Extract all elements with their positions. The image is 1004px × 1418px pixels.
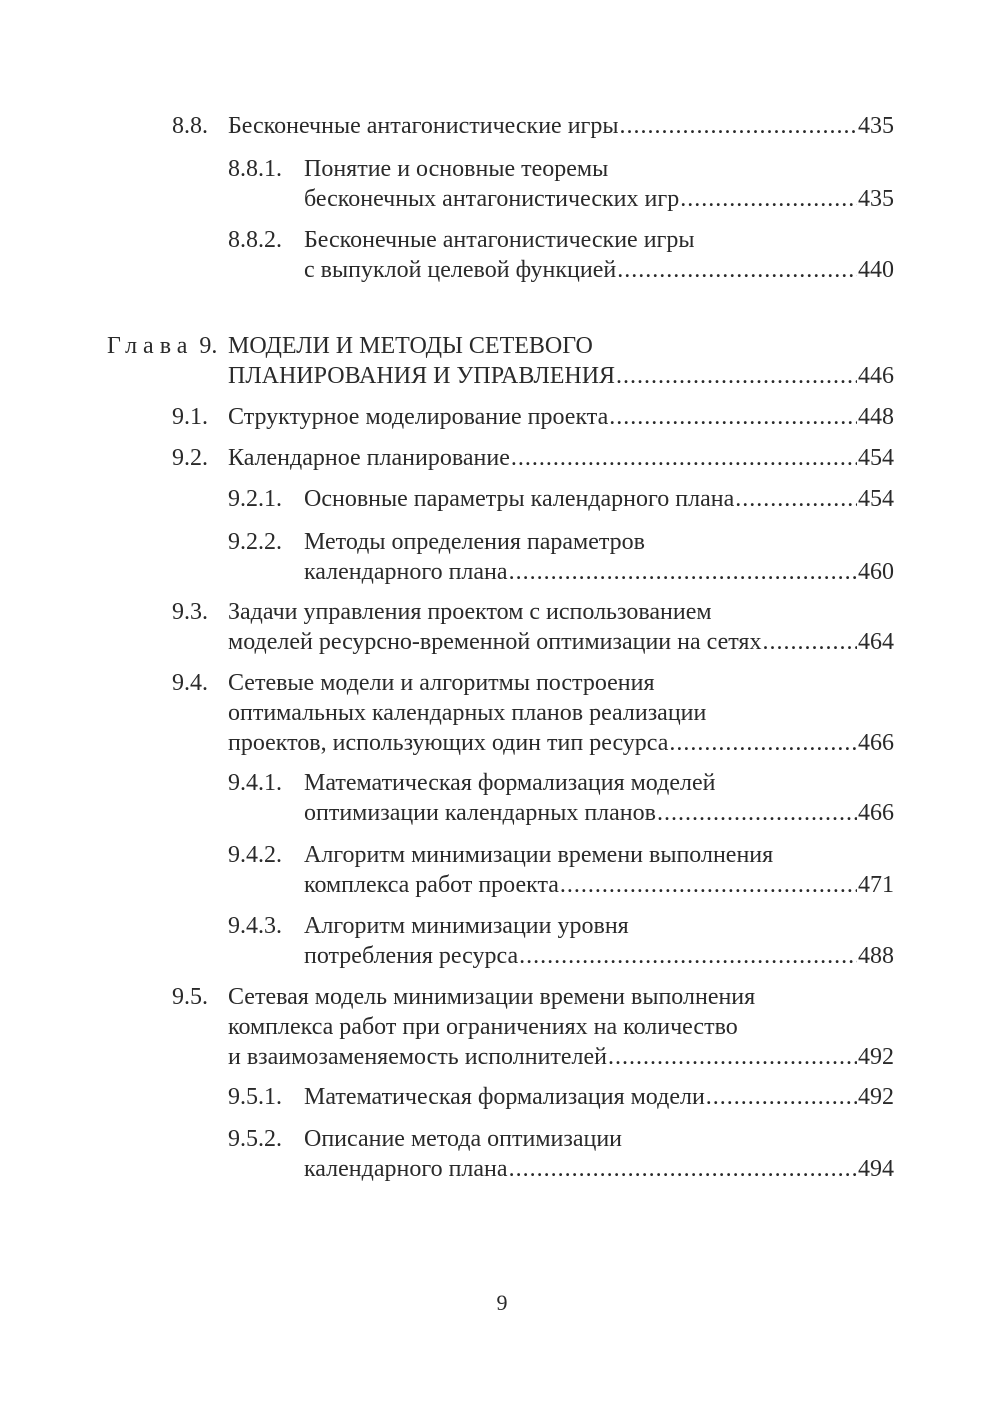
toc-title-line: оптимизации календарных планов [304, 800, 656, 826]
toc-page-number: 435 [858, 113, 894, 139]
toc-leader-dots [706, 1082, 857, 1112]
toc-title-line: ПЛАНИРОВАНИЯ И УПРАВЛЕНИЯ [228, 363, 616, 389]
toc-number: 9.3. [172, 599, 208, 625]
chapter-word: Глава [107, 333, 194, 359]
toc-page-number: 446 [858, 363, 894, 389]
toc-page-number: 454 [858, 486, 894, 512]
toc-leader-dots [519, 941, 857, 971]
toc-title-line: Основные параметры календарного плана [304, 486, 735, 512]
toc-page-number: 494 [858, 1156, 894, 1182]
toc-title-line: Алгоритм минимизации времени выполнения [304, 842, 774, 868]
chapter-num: 9. [199, 333, 218, 359]
toc-page-number: 466 [858, 730, 894, 756]
toc-page-number: 488 [858, 943, 894, 969]
toc-leader-dots [609, 402, 857, 432]
toc-number: 9.2. [172, 445, 208, 471]
toc-number: 9.2.2. [228, 529, 282, 555]
toc-number: 9.4.1. [228, 770, 282, 796]
toc-page-number: 492 [858, 1084, 894, 1110]
toc-number: 9.4.2. [228, 842, 282, 868]
toc-title-line: Бесконечные антагонистические игры [228, 113, 619, 139]
toc-title-line: МОДЕЛИ И МЕТОДЫ СЕТЕВОГО [228, 333, 593, 359]
toc-leader-dots [509, 1154, 857, 1184]
toc-title-line: оптимальных календарных планов реализации [228, 700, 707, 726]
toc-title-line: Бесконечные антагонистические игры [304, 227, 695, 253]
toc-title-line: Сетевая модель минимизации времени выполнения [228, 984, 756, 1010]
toc-title-line: с выпуклой целевой функцией [304, 257, 617, 283]
toc-leader-dots [620, 111, 857, 141]
toc-number: 9.5.2. [228, 1126, 282, 1152]
toc-title-line: Математическая формализация моделей [304, 770, 716, 796]
toc-leader-dots [735, 484, 857, 514]
toc-page-number: 440 [858, 257, 894, 283]
toc-number: 9.5. [172, 984, 208, 1010]
toc-leader-dots [511, 443, 857, 473]
toc-number: 8.8.2. [228, 227, 282, 253]
toc-leader-dots [657, 798, 857, 828]
toc-number: 8.8.1. [228, 156, 282, 182]
toc-leader-dots [617, 255, 857, 285]
toc-page-number: 471 [858, 872, 894, 898]
toc-title-line: Сетевые модели и алгоритмы построения [228, 670, 655, 696]
toc-title-line: комплекса работ проекта [304, 872, 559, 898]
toc-title-line: Структурное моделирование проекта [228, 404, 609, 430]
toc-title-line: проектов, использующих один тип ресурса [228, 730, 669, 756]
toc-number: 9.5.1. [228, 1084, 282, 1110]
toc-page-number: 448 [858, 404, 894, 430]
toc-number: 9.2.1. [228, 486, 282, 512]
toc-number: 9.4.3. [228, 913, 282, 939]
toc-title-line: календарного плана [304, 559, 508, 585]
toc-page-number: 464 [858, 629, 894, 655]
toc-title-line: Алгоритм минимизации уровня [304, 913, 629, 939]
toc-page-number: 492 [858, 1044, 894, 1070]
page-number: 9 [496, 1290, 508, 1315]
toc-title-line: Задачи управления проектом с использованием [228, 599, 712, 625]
toc-leader-dots [560, 870, 857, 900]
toc-number: 9.1. [172, 404, 208, 430]
toc-page-number: 466 [858, 800, 894, 826]
toc-title-line: Календарное планирование [228, 445, 510, 471]
toc-number: 9.4. [172, 670, 208, 696]
toc-leader-dots [669, 728, 857, 758]
toc-title-line: Методы определения параметров [304, 529, 645, 555]
toc-number: 8.8. [172, 113, 208, 139]
chapter-number [107, 331, 217, 361]
toc-title-line: Описание метода оптимизации [304, 1126, 623, 1152]
toc-leader-dots [509, 557, 857, 587]
toc-title-line: и взаимозаменяемость исполнителей [228, 1044, 608, 1070]
toc-page-number: 454 [858, 445, 894, 471]
toc-title-line: бесконечных антагонистических игр [304, 186, 680, 212]
toc-page-number: 460 [858, 559, 894, 585]
toc-title-line: Математическая формализация модели [304, 1084, 705, 1110]
toc-title-line: потребления ресурса [304, 943, 519, 969]
toc-leader-dots [762, 627, 857, 657]
toc-title-line: календарного плана [304, 1156, 508, 1182]
toc-title-line: Понятие и основные теоремы [304, 156, 609, 182]
toc-leader-dots [616, 361, 857, 391]
toc-leader-dots [608, 1042, 857, 1072]
toc-leader-dots [680, 184, 857, 214]
toc-title-line: комплекса работ при ограничениях на количество [228, 1014, 738, 1040]
toc-page-number: 435 [858, 186, 894, 212]
toc-title-line: моделей ресурсно-временной оптимизации на сетях [228, 629, 762, 655]
